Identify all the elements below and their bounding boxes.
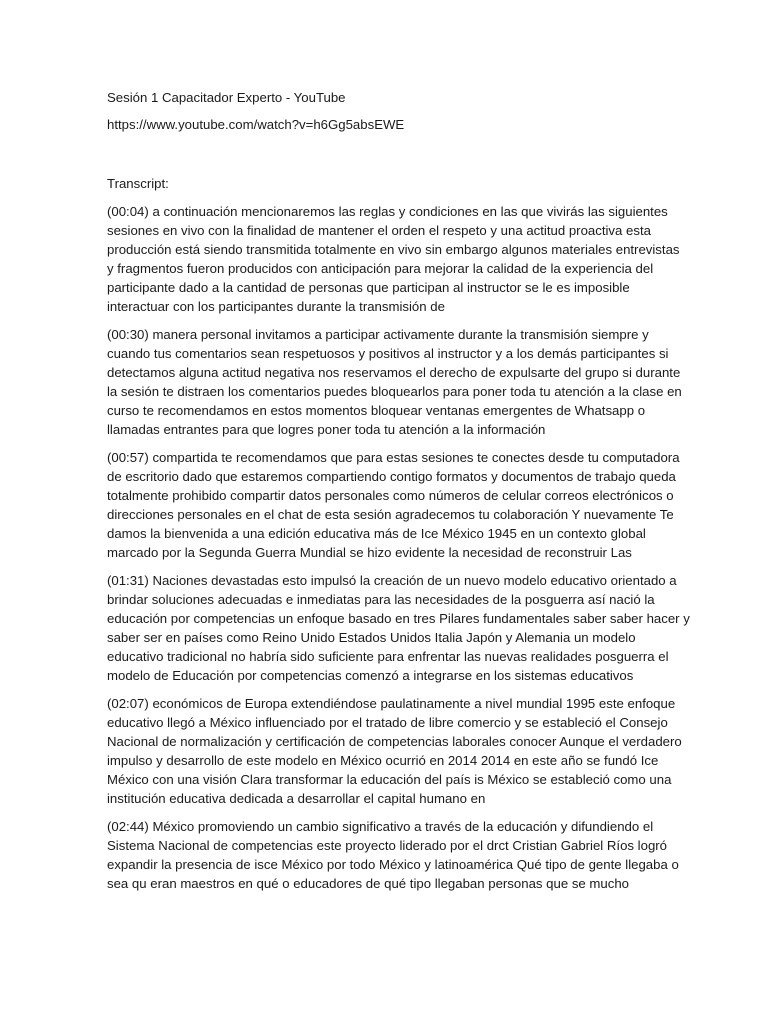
transcript-paragraph xyxy=(107,325,682,439)
transcript-line: modelo de Educación por competencias comenzó a integrarse en los sistemas educativos xyxy=(107,668,634,683)
transcript-line: educación por competencias un enfoque basado en tres Pilares fundamentales saber saber hacer y xyxy=(107,611,690,626)
transcript-line: (01:31) Naciones devastadas esto impulsó la creación de un nuevo modelo educativo orientado a xyxy=(107,573,677,588)
transcript-line: (02:07) económicos de Europa extendiéndose paulatinamente a nivel mundial 1995 este enfoque xyxy=(107,696,676,711)
transcript-body xyxy=(107,202,690,893)
transcript-paragraph xyxy=(107,202,680,316)
document-page xyxy=(107,88,690,893)
transcript-line: México con una visión Clara transformar la educación del país is México se estableció como una xyxy=(107,772,672,787)
video-url: https://www.youtube.com/watch?v=h6Gg5absEWE xyxy=(107,117,405,132)
transcript-line: brindar soluciones adecuadas e inmediatas para las necesidades de la posguerra así nació la xyxy=(107,592,655,607)
transcript-paragraph xyxy=(107,448,680,562)
transcript-line: (00:04) a continuación mencionaremos las reglas y condiciones en las que vivirás las siguientes xyxy=(107,204,668,219)
transcript-line: llamadas entrantes para que logres poner toda tu atención a la información xyxy=(107,422,546,437)
transcript-line: producción está siendo transmitida totalmente en vivo sin embargo algunos materiales entrevistas xyxy=(107,242,680,257)
transcript-line: participante dado a la cantidad de personas que participan al instructor se le es imposible xyxy=(107,280,630,295)
transcript-line: expandir la presencia de isce México por todo México y latinoamérica Qué tipo de gente llegaba o xyxy=(107,857,679,872)
transcript-paragraph xyxy=(107,694,682,808)
transcript-line: sesiones en vivo con la finalidad de mantener el orden el respeto y una actitud proactiva esta xyxy=(107,223,651,238)
transcript-line: Nacional de normalización y certificación de competencias laborales conocer Aunque el verdadero xyxy=(107,734,682,749)
transcript-line: detectamos alguna actitud negativa nos reservamos el derecho de expulsarte del grupo si durante xyxy=(107,365,681,380)
transcript-label: Transcript: xyxy=(107,176,169,191)
transcript-line: educativo tradicional no habría sido suficiente para enfrentar las nuevas realidades posguerra el xyxy=(107,649,669,664)
transcript-line: direcciones personales en el chat de esta sesión agradecemos tu colaboración Y nuevamente Te xyxy=(107,507,674,522)
transcript-paragraph xyxy=(107,817,679,893)
transcript-line: institución educativa dedicada a desarrollar el capital humano en xyxy=(107,791,486,806)
transcript-line: saber ser en países como Reino Unido Estados Unidos Italia Japón y Alemania un modelo xyxy=(107,630,636,645)
transcript-line: marcado por la Segunda Guerra Mundial se hizo evidente la necesidad de reconstruir Las xyxy=(107,545,632,560)
transcript-line: de escritorio dado que estaremos compartiendo contigo formatos y documentos de trabajo queda xyxy=(107,469,676,484)
transcript-line: impulso y desarrollo de este modelo en México ocurrió en 2014 2014 en este año se fundó Ice xyxy=(107,753,659,768)
transcript-line: (00:57) compartida te recomendamos que para estas sesiones te conectes desde tu computadora xyxy=(107,450,680,465)
transcript-line: cuando tus comentarios sean respetuosos y positivos al instructor y a los demás participantes si xyxy=(107,346,669,361)
transcript-line: y fragmentos fueron producidos con anticipación para mejorar la calidad de la experiencia del xyxy=(107,261,654,276)
document-title: Sesión 1 Capacitador Experto - YouTube xyxy=(107,90,346,105)
transcript-line: curso te recomendamos en estos momentos bloquear ventanas emergentes de Whatsapp o xyxy=(107,403,646,418)
transcript-line: interactuar con los participantes durante la transmisión de xyxy=(107,299,445,314)
transcript-line: sea qu eran maestros en qué o educadores de qué tipo llegaban personas que se mucho xyxy=(107,876,630,891)
transcript-line: (00:30) manera personal invitamos a participar activamente durante la transmisión siempre y xyxy=(107,327,649,342)
transcript-paragraph xyxy=(107,571,690,685)
transcript-line: damos la bienvenida a una edición educativa más de Ice México 1945 en un contexto global xyxy=(107,526,646,541)
transcript-line: la sesión te distraen los comentarios puedes bloquearlos para poner toda tu atención a la clase en xyxy=(107,384,682,399)
transcript-line: (02:44) México promoviendo un cambio significativo a través de la educación y difundiendo el xyxy=(107,819,654,834)
transcript-line: educativo llegó a México influenciado por el tratado de libre comercio y se estableció el Consejo xyxy=(107,715,668,730)
transcript-line: totalmente prohibido compartir datos personales como números de celular correos electrónicos o xyxy=(107,488,674,503)
transcript-line: Sistema Nacional de competencias este proyecto liderado por el drct Cristian Gabriel Ríos logró xyxy=(107,838,668,853)
